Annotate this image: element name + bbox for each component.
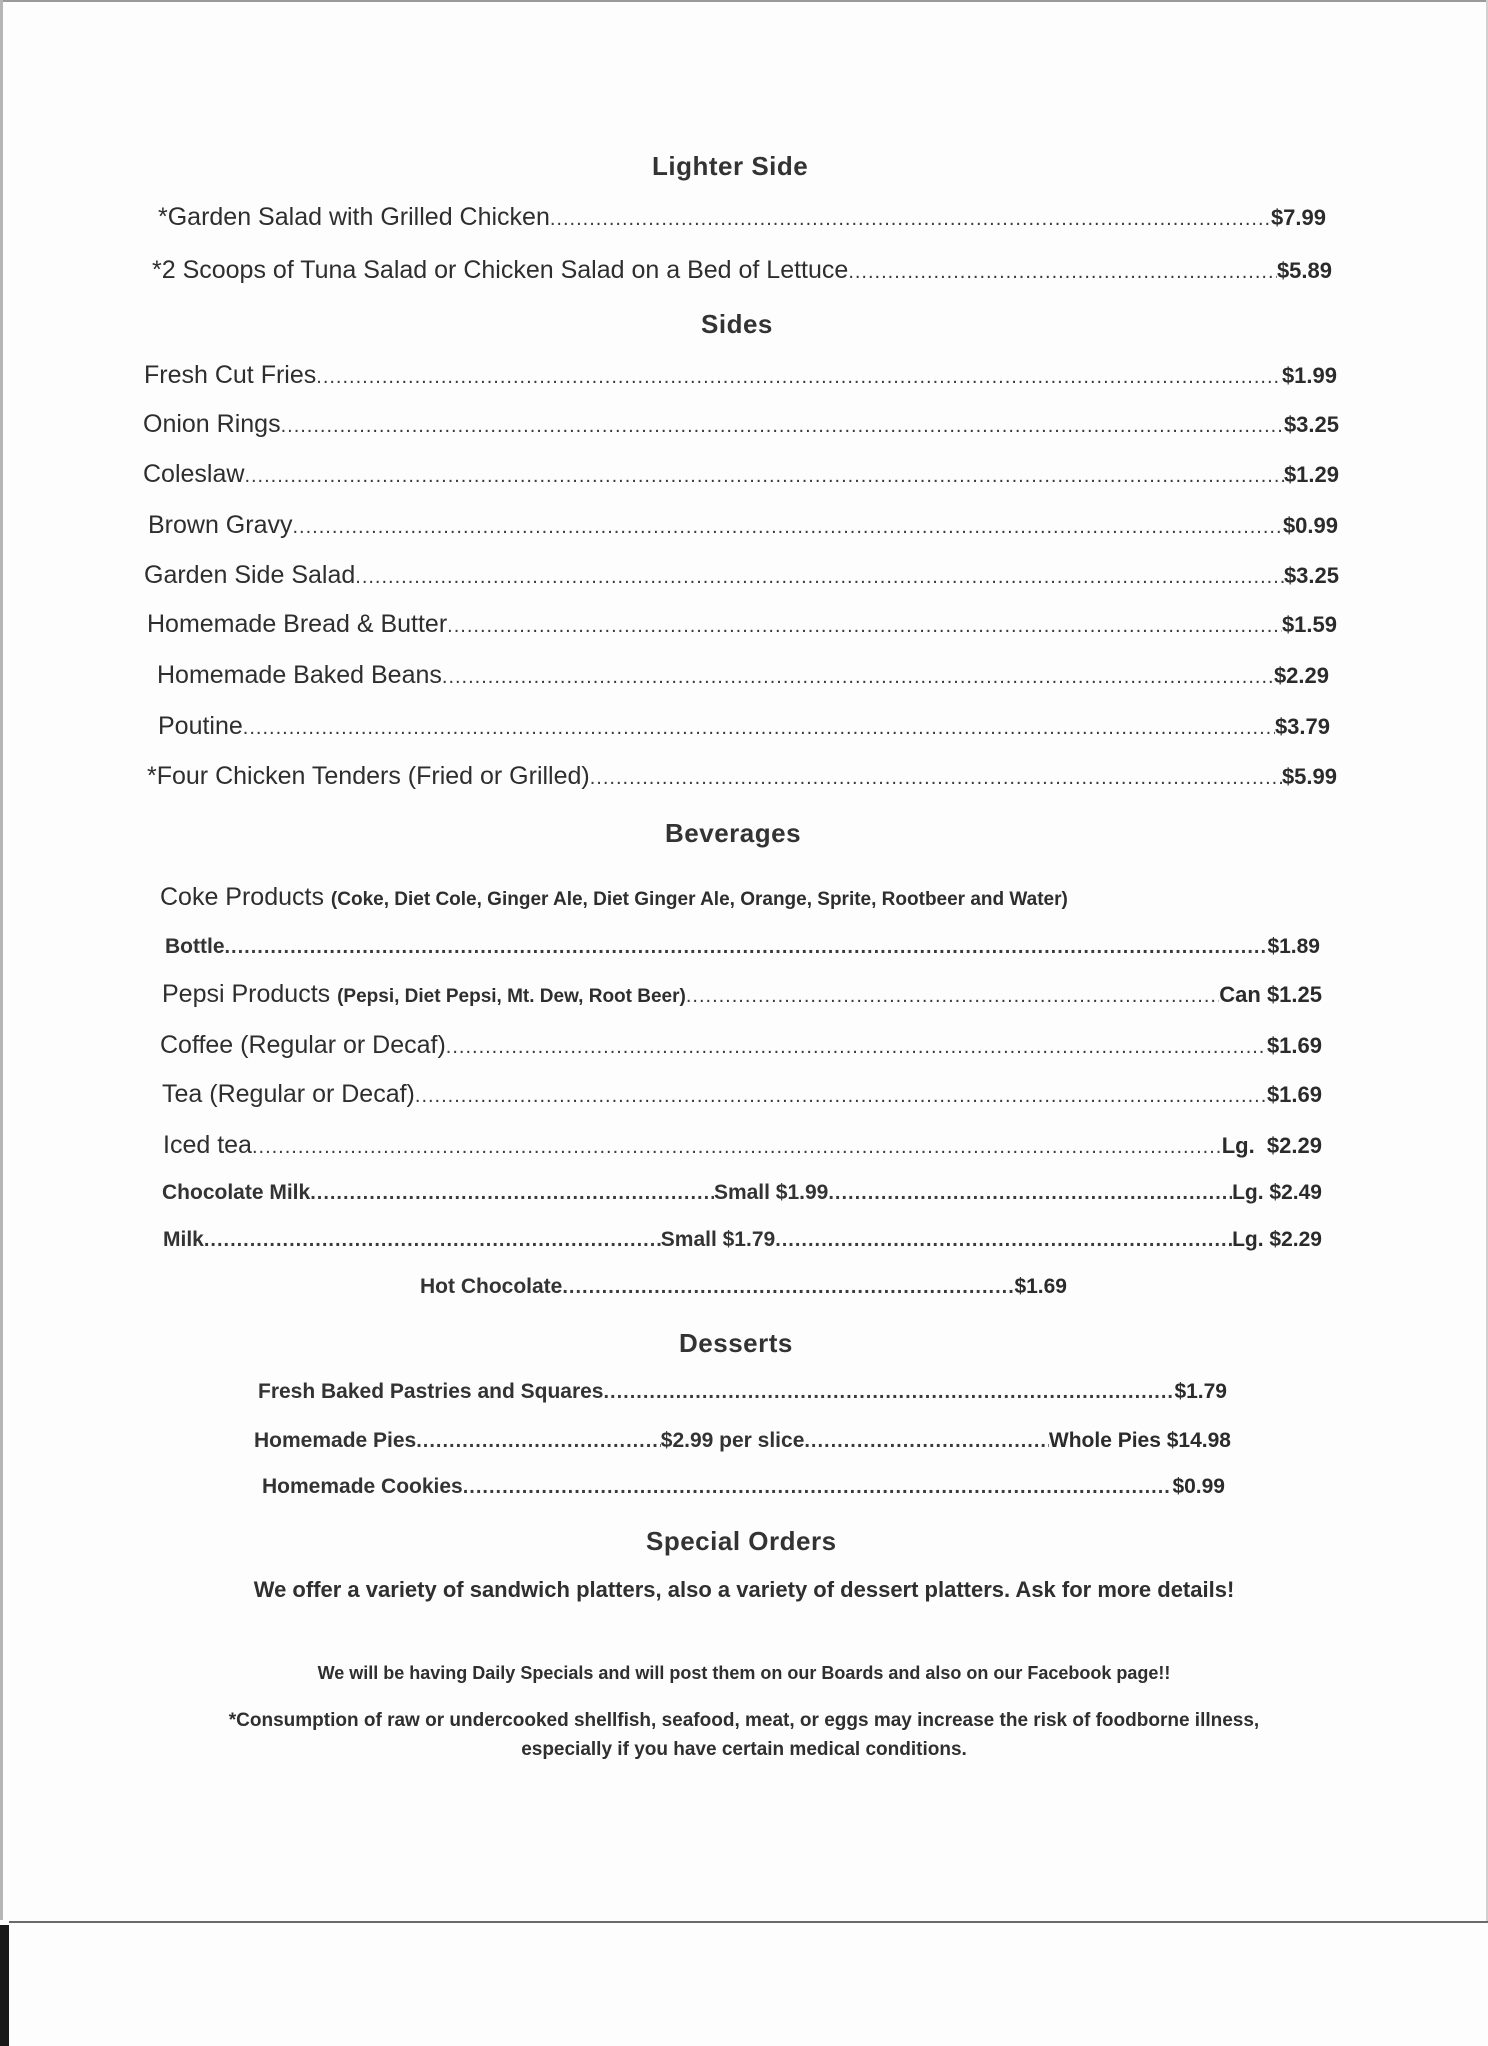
item-small-price: Small $1.99 <box>713 1181 829 1204</box>
item-name: *2 Scoops of Tuna Salad or Chicken Salad on a Bed of Lettuce <box>152 256 849 284</box>
item-price: $5.99 <box>1281 764 1337 789</box>
item-name: Chocolate Milk <box>162 1181 311 1204</box>
leader-dots <box>204 1229 661 1252</box>
item-name: Fresh Baked Pastries and Squares <box>258 1380 604 1403</box>
desserts-heading: Desserts <box>679 1328 793 1358</box>
item-name: *Garden Salad with Grilled Chicken <box>158 203 550 231</box>
item-name: Milk <box>163 1228 204 1251</box>
special-orders-heading: Special Orders <box>646 1526 837 1556</box>
scan-left-edge <box>0 0 3 1920</box>
item-name: Homemade Cookies <box>262 1475 463 1498</box>
menu-item-chocolate-milk <box>162 1181 1322 1205</box>
menu-item-hot-chocolate <box>420 1275 1067 1299</box>
item-price: $1.69 <box>1014 1275 1067 1298</box>
menu-item-coffee <box>160 1031 1322 1060</box>
leader-dots <box>590 767 1282 790</box>
item-detail: (Pepsi, Diet Pepsi, Mt. Dew, Root Beer) <box>337 986 686 1007</box>
menu-item-tea <box>162 1080 1322 1109</box>
leader-dots <box>416 1430 661 1453</box>
consumption-warning-line2: especially if you have certain medical conditions. <box>521 1739 967 1760</box>
leader-dots <box>244 465 1284 488</box>
item-large-price: Lg. $2.29 <box>1232 1228 1322 1251</box>
menu-item-garden-salad-chicken <box>158 203 1326 232</box>
item-name: Poutine <box>158 712 243 740</box>
item-name: Garden Side Salad <box>144 561 356 589</box>
menu-item-coleslaw <box>143 460 1339 489</box>
leader-dots <box>446 1036 1267 1059</box>
menu-item-garden-side-salad <box>144 561 1339 590</box>
item-name: Hot Chocolate <box>420 1275 563 1298</box>
leader-dots <box>355 566 1284 589</box>
leader-dots <box>686 985 1219 1008</box>
menu-item-iced-tea <box>163 1131 1322 1160</box>
leader-dots <box>225 936 1268 959</box>
item-price: $1.99 <box>1281 363 1337 388</box>
item-name: *Four Chicken Tenders (Fried or Grilled) <box>147 762 590 790</box>
menu-item-chicken-tenders <box>147 762 1337 791</box>
menu-item-tuna-chicken-salad <box>152 256 1332 285</box>
special-orders-text: We offer a variety of sandwich platters, also a variety of dessert platters. Ask for more details! <box>253 1577 1235 1602</box>
leader-dots <box>848 261 1277 284</box>
item-price: $1.69 <box>1266 1082 1322 1107</box>
item-name: Fresh Cut Fries <box>144 361 317 389</box>
menu-item-baked-beans <box>157 661 1329 690</box>
item-price: $0.99 <box>1172 1475 1225 1498</box>
leader-dots <box>292 516 1282 539</box>
item-name: Coke Products <box>160 883 324 911</box>
item-price: $1.29 <box>1283 462 1339 487</box>
item-price: $1.89 <box>1267 935 1320 958</box>
item-price: $5.89 <box>1276 258 1332 283</box>
item-slice-price: $2.99 per slice <box>660 1429 805 1452</box>
leader-dots <box>775 1229 1232 1252</box>
item-name: Tea (Regular or Decaf) <box>162 1080 415 1108</box>
scan-bottom-left-shadow <box>0 1925 9 2046</box>
item-name: Bottle <box>165 935 225 958</box>
item-name: Homemade Baked Beans <box>157 661 442 689</box>
sides-heading: Sides <box>701 309 773 339</box>
item-price: $3.79 <box>1274 714 1330 739</box>
leader-dots <box>550 208 1271 231</box>
leader-dots <box>447 615 1282 638</box>
leader-dots <box>804 1430 1049 1453</box>
lighter-side-heading: Lighter Side <box>652 151 809 181</box>
item-detail: (Coke, Diet Cole, Ginger Ale, Diet Ginger Ale, Orange, Sprite, Rootbeer and Water) <box>330 889 1068 910</box>
item-name: Brown Gravy <box>148 511 293 539</box>
item-name: Homemade Bread & Butter <box>147 610 448 638</box>
item-name-wrap <box>162 980 686 1009</box>
scan-bottom-line <box>9 1921 1488 1923</box>
item-price: $1.59 <box>1281 612 1337 637</box>
menu-item-homemade-cookies <box>262 1475 1225 1499</box>
leader-dots <box>442 666 1274 689</box>
item-price: $1.79 <box>1174 1380 1227 1403</box>
leader-dots <box>562 1276 1014 1299</box>
menu-item-fresh-cut-fries <box>144 361 1337 390</box>
item-price: Can $1.25 <box>1219 982 1322 1007</box>
leader-dots <box>415 1085 1267 1108</box>
daily-specials-note: We will be having Daily Specials and will post them on our Boards and also on our Facebook page!! <box>317 1663 1171 1683</box>
coke-products-line <box>160 883 1068 912</box>
item-price: $2.29 <box>1273 663 1329 688</box>
item-name: Coleslaw <box>143 460 245 488</box>
item-name: Homemade Pies <box>254 1429 417 1452</box>
leader-dots <box>252 1136 1222 1159</box>
item-name: Iced tea <box>163 1131 252 1159</box>
item-price: $3.25 <box>1283 412 1339 437</box>
menu-item-poutine <box>158 712 1330 741</box>
item-price: $3.25 <box>1283 563 1339 588</box>
menu-item-bread-butter <box>147 610 1337 639</box>
beverages-heading: Beverages <box>665 818 802 848</box>
leader-dots <box>828 1182 1232 1205</box>
menu-item-pastries-squares <box>258 1380 1227 1404</box>
menu-item-pepsi-products <box>162 980 1322 1009</box>
item-name: Pepsi Products <box>162 980 331 1008</box>
leader-dots <box>281 415 1284 438</box>
item-price: $1.69 <box>1266 1033 1322 1058</box>
leader-dots <box>604 1381 1175 1404</box>
item-small-price: Small $1.79 <box>660 1228 776 1251</box>
menu-item-homemade-pies <box>254 1429 1231 1453</box>
item-price: $0.99 <box>1282 513 1338 538</box>
leader-dots <box>463 1476 1173 1499</box>
menu-item-milk <box>163 1228 1322 1252</box>
menu-item-onion-rings <box>143 410 1339 439</box>
item-name: Coffee (Regular or Decaf) <box>160 1031 446 1059</box>
leader-dots <box>310 1182 714 1205</box>
item-price: $7.99 <box>1270 205 1326 230</box>
scan-top-edge <box>0 0 1488 2</box>
item-large-price: Lg. $2.49 <box>1232 1181 1322 1204</box>
consumption-warning-line1: *Consumption of raw or undercooked shellfish, seafood, meat, or eggs may increase the risk of foodborne illness, <box>228 1710 1260 1731</box>
item-price: Lg. $2.29 <box>1221 1133 1322 1158</box>
menu-item-brown-gravy <box>148 511 1338 540</box>
item-whole-price: Whole Pies $14.98 <box>1048 1429 1231 1452</box>
menu-item-bottle <box>165 935 1320 959</box>
leader-dots <box>316 366 1282 389</box>
leader-dots <box>243 717 1275 740</box>
item-name: Onion Rings <box>143 410 281 438</box>
